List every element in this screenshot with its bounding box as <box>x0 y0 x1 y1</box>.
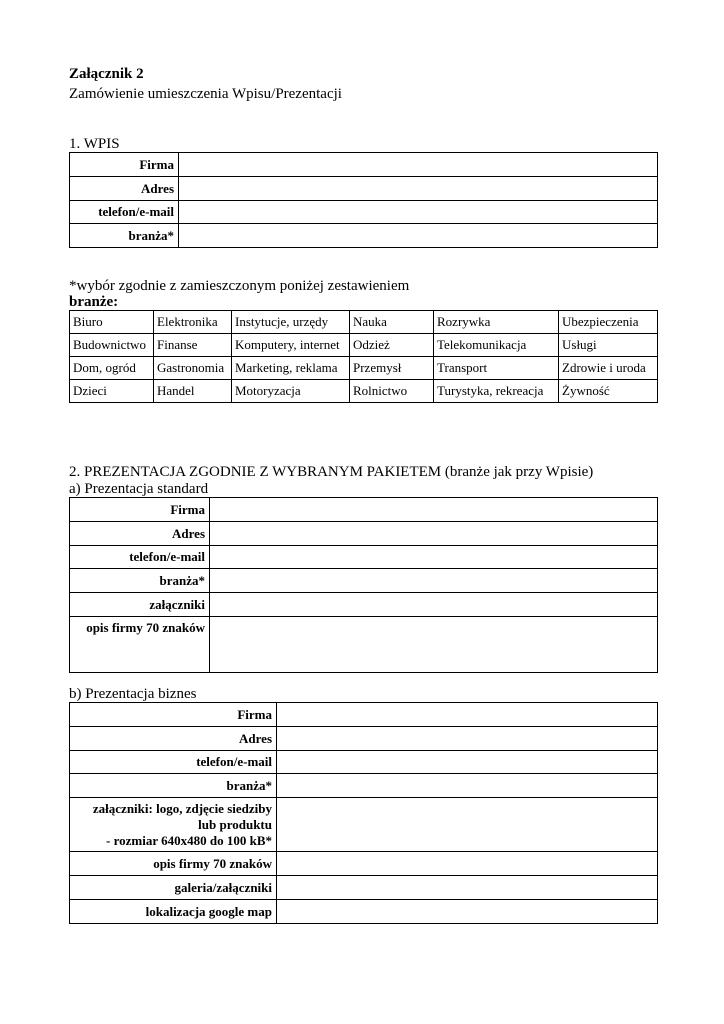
table-row <box>70 498 658 522</box>
table-cell: Zdrowie i uroda <box>559 357 658 380</box>
branza-input[interactable] <box>277 774 658 798</box>
document-title: Załącznik 2 <box>69 66 144 82</box>
table-cell: Przemysł <box>350 357 434 380</box>
telefon-email-input[interactable] <box>210 546 658 569</box>
table-row <box>70 703 658 727</box>
field-label-lokalizacja: lokalizacja google map <box>70 900 277 924</box>
table-row <box>70 522 658 546</box>
table-cell: Dzieci <box>70 380 154 403</box>
field-label-firma: Firma <box>70 498 210 522</box>
field-label-zalaczniki: załączniki <box>70 593 210 617</box>
opis-input[interactable] <box>277 852 658 876</box>
zalaczniki-input[interactable] <box>277 798 658 852</box>
table-cell: Dom, ogród <box>70 357 154 380</box>
branza-input[interactable] <box>210 569 658 593</box>
table-cell: Motoryzacja <box>232 380 350 403</box>
table-cell: Telekomunikacja <box>434 334 559 357</box>
table-cell: Ubezpieczenia <box>559 311 658 334</box>
table-row <box>70 334 658 357</box>
table-cell: Komputery, internet <box>232 334 350 357</box>
field-label-branza: branża* <box>70 774 277 798</box>
table-row <box>70 593 658 617</box>
standard-heading: a) Prezentacja standard <box>69 481 209 497</box>
biznes-heading: b) Prezentacja biznes <box>69 686 197 702</box>
table-cell: Marketing, reklama <box>232 357 350 380</box>
field-label-firma: Firma <box>70 153 179 177</box>
table-cell: Gastronomia <box>154 357 232 380</box>
table-cell: Rozrywka <box>434 311 559 334</box>
table-cell: Handel <box>154 380 232 403</box>
lokalizacja-input[interactable] <box>277 900 658 924</box>
branze-note: *wybór zgodnie z zamieszczonym poniżej zestawieniem <box>69 278 410 294</box>
table-cell: Nauka <box>350 311 434 334</box>
firma-input[interactable] <box>277 703 658 727</box>
field-label-branza: branża* <box>70 569 210 593</box>
table-row <box>70 357 658 380</box>
table-cell: Elektronika <box>154 311 232 334</box>
table-cell: Budownictwo <box>70 334 154 357</box>
field-label-adres: Adres <box>70 522 210 546</box>
table-row <box>70 798 658 852</box>
table-row <box>70 727 658 751</box>
galeria-input[interactable] <box>277 876 658 900</box>
table-row <box>70 852 658 876</box>
table-row <box>70 177 658 201</box>
table-row <box>70 751 658 774</box>
table-cell: Odzież <box>350 334 434 357</box>
table-row <box>70 201 658 224</box>
branza-input[interactable] <box>179 224 658 248</box>
adres-input[interactable] <box>210 522 658 546</box>
table-row <box>70 569 658 593</box>
table-cell: Rolnictwo <box>350 380 434 403</box>
table-cell: Usługi <box>559 334 658 357</box>
telefon-email-input[interactable] <box>179 201 658 224</box>
table-row <box>70 900 658 924</box>
wpis-heading: 1. WPIS <box>69 136 120 152</box>
table-cell: Turystyka, rekreacja <box>434 380 559 403</box>
adres-input[interactable] <box>277 727 658 751</box>
firma-input[interactable] <box>210 498 658 522</box>
table-cell: Instytucje, urzędy <box>232 311 350 334</box>
table-cell: Finanse <box>154 334 232 357</box>
zalaczniki-input[interactable] <box>210 593 658 617</box>
table-row <box>70 546 658 569</box>
table-row <box>70 311 658 334</box>
standard-table <box>69 497 658 673</box>
field-label-opis: opis firmy 70 znaków <box>70 852 277 876</box>
field-label-telefon: telefon/e-mail <box>70 751 277 774</box>
field-label-telefon: telefon/e-mail <box>70 201 179 224</box>
field-label-adres: Adres <box>70 177 179 201</box>
field-label-branza: branża* <box>70 224 179 248</box>
wpis-table <box>69 152 658 248</box>
table-cell: Żywność <box>559 380 658 403</box>
adres-input[interactable] <box>179 177 658 201</box>
table-row <box>70 153 658 177</box>
table-row <box>70 380 658 403</box>
table-row <box>70 224 658 248</box>
table-row <box>70 876 658 900</box>
branze-heading: branże: <box>69 294 119 310</box>
branze-table <box>69 310 658 403</box>
field-label-adres: Adres <box>70 727 277 751</box>
table-row <box>70 617 658 673</box>
field-label-telefon: telefon/e-mail <box>70 546 210 569</box>
field-label-firma: Firma <box>70 703 277 727</box>
document-subtitle: Zamówienie umieszczenia Wpisu/Prezentacji <box>69 86 342 102</box>
opis-input[interactable] <box>210 617 658 673</box>
field-label-galeria: galeria/załączniki <box>70 876 277 900</box>
telefon-email-input[interactable] <box>277 751 658 774</box>
field-label-opis: opis firmy 70 znaków <box>70 617 210 673</box>
firma-input[interactable] <box>179 153 658 177</box>
table-cell: Transport <box>434 357 559 380</box>
prezentacja-heading: 2. PREZENTACJA ZGODNIE Z WYBRANYM PAKIETEM (branże jak przy Wpisie) <box>69 464 594 480</box>
field-label-zalaczniki: załączniki: logo, zdjęcie siedziby lub produktu - rozmiar 640x480 do 100 kB* <box>70 798 277 852</box>
biznes-table <box>69 702 658 924</box>
table-row <box>70 774 658 798</box>
table-cell: Biuro <box>70 311 154 334</box>
